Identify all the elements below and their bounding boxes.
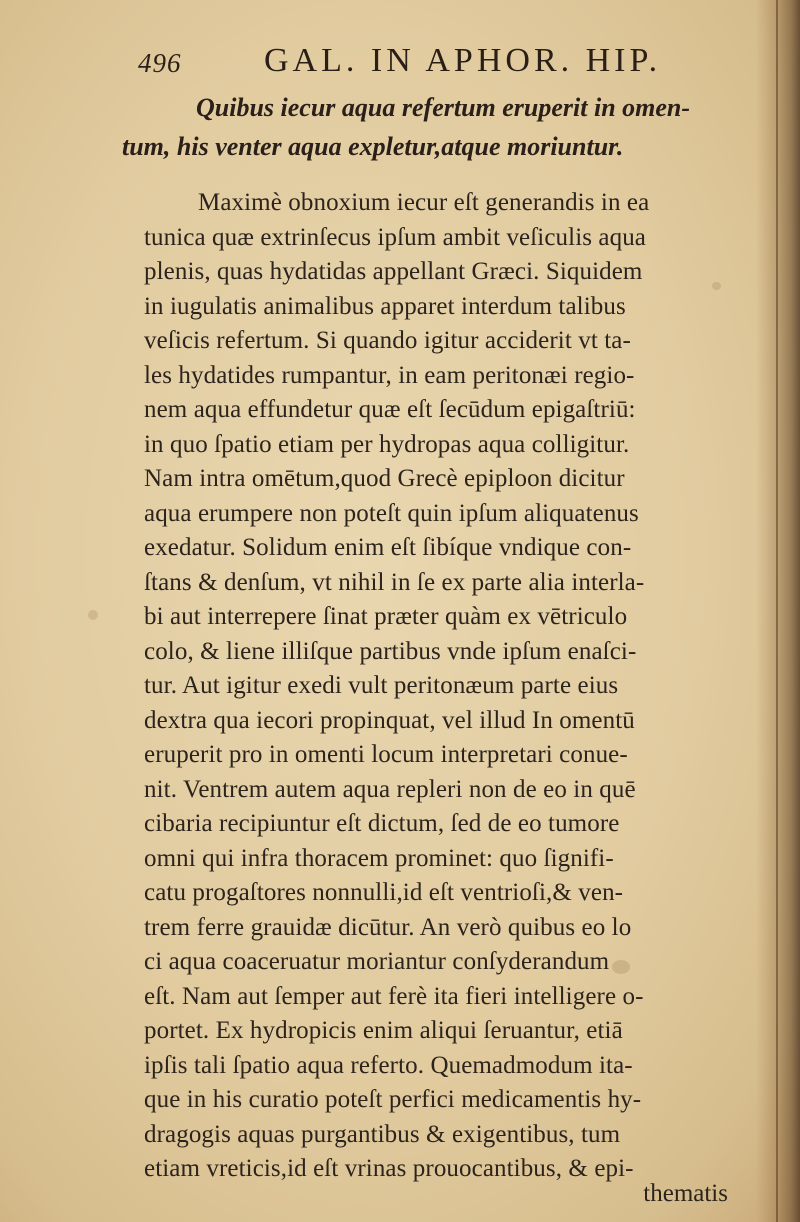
foxing-spot xyxy=(88,610,98,620)
text-line: etiam vreticis,id eſt vrinas prouocantibus, & epi- xyxy=(144,1155,634,1182)
text-line: que in his curatio poteſt perfici medicamentis hy- xyxy=(144,1086,642,1113)
page-number: 496 xyxy=(138,48,182,78)
running-title: GAL. IN APHOR. HIP. xyxy=(264,42,662,79)
text-line: nit. Ventrem autem aqua repleri non de eo in quē xyxy=(144,775,636,803)
text-line: ci aqua coaceruatur moriantur conſyderandum xyxy=(144,948,610,975)
catchword-row xyxy=(144,1178,728,1210)
lemma-line: Quibus iecur aqua refertum eruperit in omen- xyxy=(196,93,691,122)
text-line: omni qui infra thoracem prominet: quo ſignifi- xyxy=(144,844,614,872)
text-line: eſt. Nam aut ſemper aut ferè ita fieri intelligere o- xyxy=(144,982,644,1010)
text-line: tur. Aut igitur exedi vult peritonæum parte eius xyxy=(144,672,619,699)
text-line: tunica quæ extrinſecus ipſum ambit veſiculis aqua xyxy=(144,223,647,251)
text-line: eruperit pro in omenti locum interpretari conue- xyxy=(144,741,628,768)
lemma-line: tum, his venter aqua expletur,atque moriuntur. xyxy=(122,132,624,161)
text-line: dextra qua iecori propinquat, vel illud In omentū xyxy=(144,706,635,734)
text-line: veſicis refertum. Si quando igitur acciderit vt ta- xyxy=(144,327,631,354)
text-line: in iugulatis animalibus apparet interdum talibus xyxy=(144,292,626,320)
text-line: portet. Ex hydropicis enim aliqui ſeruantur, etiā xyxy=(144,1017,623,1044)
text-line: dragogis aquas purgantibus & exigentibus, tum xyxy=(144,1120,621,1148)
text-line: plenis, quas hydatidas appellant Græci. Siquidem xyxy=(144,258,643,285)
catchword: thematis xyxy=(643,1180,728,1207)
text-line: bi aut interrepere ſinat præter quàm ex vētriculo xyxy=(144,603,628,630)
text-line: colo, & liene illiſque partibus vnde ipſum enaſci- xyxy=(144,637,637,665)
text-line: aqua erumpere non poteſt quin ipſum aliquatenus xyxy=(144,499,639,527)
text-line: ipſis tali ſpatio aqua referto. Quemadmodum ita- xyxy=(144,1051,633,1079)
page-header xyxy=(138,42,698,86)
page-gutter-shadow xyxy=(756,0,800,1222)
aphorism-lemma xyxy=(122,88,756,166)
page-edge xyxy=(776,0,778,1222)
text-line: in quo ſpatio etiam per hydropas aqua colligitur. xyxy=(144,430,630,458)
text-line: cibaria recipiuntur eſt dictum, ſed de eo tumore xyxy=(144,810,620,837)
text-line: catu progaſtores nonnulli,id eſt ventrioſi,& ven- xyxy=(144,879,624,906)
text-line: trem ferre grauidæ dicūtur. An verò quibus eo lo xyxy=(144,913,632,941)
text-line: ſtans & denſum, vt nihil in ſe ex parte alia interla- xyxy=(144,568,645,596)
text-line: les hydatides rumpantur, in eam peritonæi regio- xyxy=(144,361,635,389)
text-line: Maximè obnoxium iecur eſt generandis in ea xyxy=(198,189,650,216)
text-line: exedatur. Solidum enim eſt ſibíque vndique con- xyxy=(144,534,632,561)
text-line: nem aqua effundetur quæ eſt ſecūdum epigaſtriū: xyxy=(144,396,636,423)
text-line: Nam intra omētum,quod Grecè epiploon dicitur xyxy=(144,465,625,492)
commentary-text xyxy=(144,186,744,1187)
